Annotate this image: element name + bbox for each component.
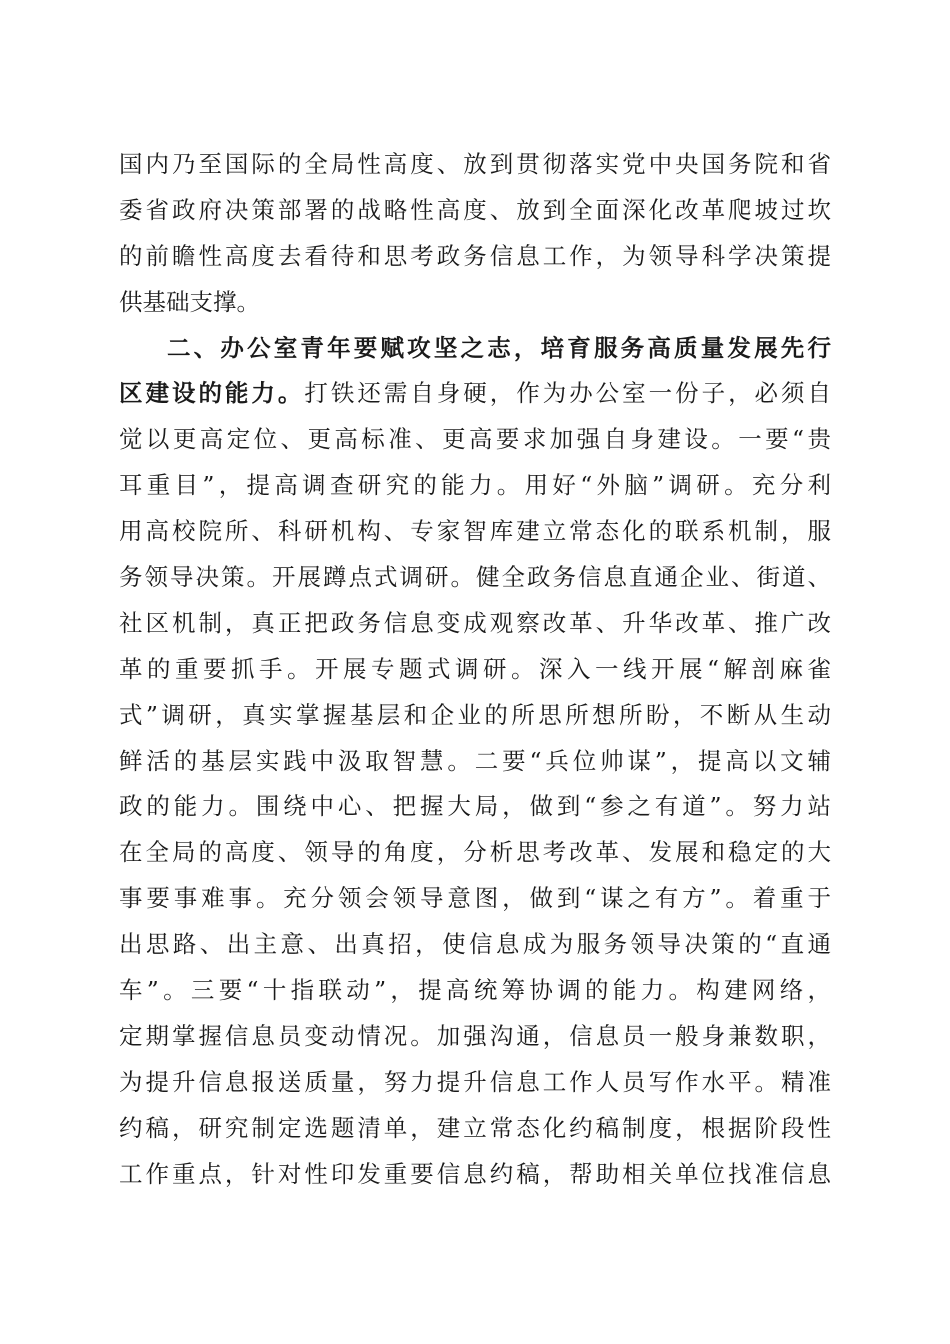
section-lead-text-cont: 自身硬，作为办公室一份子，必须自 xyxy=(410,379,832,408)
body-text xyxy=(119,142,831,1197)
paragraph-line-13: 式”调研，真实掌握基层和企业的所思所想所盼，不断从生动 xyxy=(119,700,831,729)
paragraph-line-14: 鲜活的基层实践中汲取智慧。二要“兵位帅谋”，提高以文辅 xyxy=(119,746,831,775)
paragraph-line-10: 务领导决策。开展蹲点式调研。健全政务信息直通企业、街道、 xyxy=(119,563,831,592)
paragraph-line-17: 事要事难事。充分领会领导意图，做到“谋之有方”。着重于 xyxy=(119,884,831,913)
paragraph-line-18: 出思路、出主意、出真招，使信息成为服务领导决策的“直通 xyxy=(119,930,831,959)
paragraph-line-11: 社区机制，真正把政务信息变成观察改革、升华改革、推广改 xyxy=(119,608,831,637)
section-lead-text: 打铁还需 xyxy=(304,379,411,408)
paragraph-line-9: 用高校院所、科研机构、专家智库建立常态化的联系机制，服 xyxy=(119,517,831,546)
paragraph-line-20: 定期掌握信息员变动情况。加强沟通，信息员一般身兼数职， xyxy=(119,1021,831,1050)
paragraph-line-7: 觉以更高定位、更高标准、更高要求加强自身建设。一要“贵 xyxy=(119,425,831,454)
paragraph-line-3: 的前瞻性高度去看待和思考政务信息工作，为领导科学决策提 xyxy=(119,241,831,270)
paragraph-line-19: 车”。三要“十指联动”，提高统筹协调的能力。构建网络， xyxy=(119,976,831,1005)
paragraph-line-1: 国内乃至国际的全局性高度、放到贯彻落实党中央国务院和省 xyxy=(119,150,831,178)
paragraph-line-8: 耳重目”，提高调查研究的能力。用好“外脑”调研。充分利 xyxy=(119,471,831,500)
paragraph-line-21: 为提升信息报送质量，努力提升信息工作人员写作水平。精准 xyxy=(119,1067,831,1096)
section-heading-line-2 xyxy=(119,371,831,417)
paragraph-line-4: 供基础支撑。 xyxy=(119,287,260,316)
paragraph-line-15: 政的能力。围绕中心、把握大局，做到“参之有道”。努力站 xyxy=(119,792,831,821)
paragraph-line-23: 工作重点，针对性印发重要信息约稿，帮助相关单位找准信息 xyxy=(119,1159,831,1188)
paragraph-line-16: 在全局的高度、领导的角度，分析思考改革、发展和稳定的大 xyxy=(119,838,831,867)
paragraph-line-12: 革的重要抓手。开展专题式调研。深入一线开展“解剖麻雀 xyxy=(119,654,831,683)
paragraph-line-22: 约稿，研究制定选题清单，建立常态化约稿制度，根据阶段性 xyxy=(119,1113,831,1142)
section-heading-line-1: 二、办公室青年要赋攻坚之志，培育服务高质量发展先行 xyxy=(167,333,831,362)
section-heading-tail: 区建设的能力。 xyxy=(119,379,305,408)
paragraph-line-2: 委省政府决策部署的战略性高度、放到全面深化改革爬坡过坎 xyxy=(119,195,831,224)
